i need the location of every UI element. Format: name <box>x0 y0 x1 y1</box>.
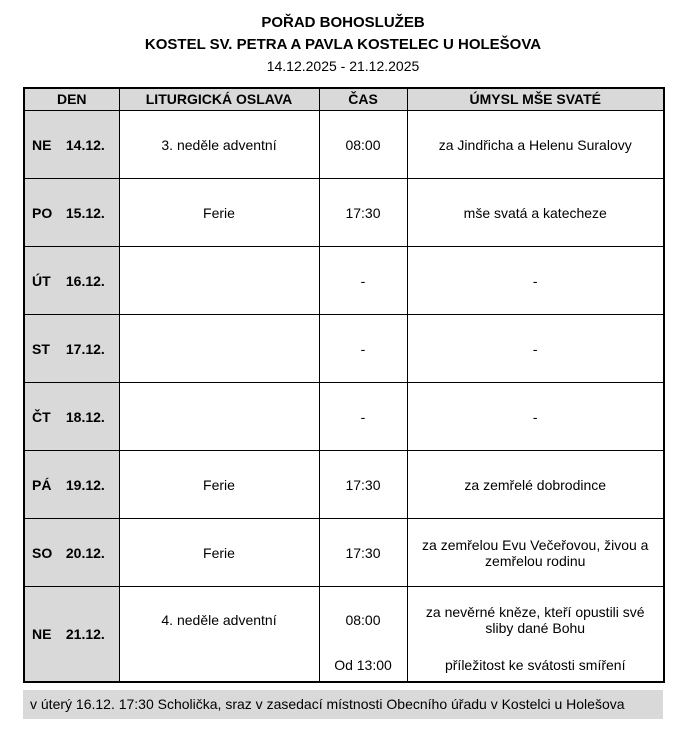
column-header-umysl: ÚMYSL MŠE SVATÉ <box>407 88 664 111</box>
day-cell <box>24 179 119 247</box>
footer-note: v úterý 16.12. 17:30 Scholička, sraz v zasedací místnosti Obecního úřadu v Kostelci u Holešova <box>23 690 663 719</box>
intention-cell: - <box>407 383 664 451</box>
celebration-cell: Ferie <box>119 451 319 519</box>
celebration-cell <box>119 383 319 451</box>
table-row <box>24 519 664 587</box>
table-row <box>24 587 664 682</box>
date-range: 14.12.2025 - 21.12.2025 <box>266 57 420 74</box>
celebration-cell: 3. neděle adventní <box>119 111 319 179</box>
day-cell <box>24 587 119 682</box>
intention-first: za nevěrné kněze, kteří opustili své sliby dané Bohu <box>425 604 645 637</box>
day-abbr: ČT <box>32 408 51 425</box>
celebration-cell <box>119 315 319 383</box>
time-second: Od 13:00 <box>334 656 392 673</box>
time-cell: 17:30 <box>319 519 407 587</box>
day-date: 16.12. <box>65 272 105 289</box>
intention-cell: - <box>407 247 664 315</box>
day-date: 14.12. <box>65 136 105 153</box>
table-row <box>24 315 664 383</box>
celebration-cell: Ferie <box>119 519 319 587</box>
table-row <box>24 111 664 179</box>
day-date: 21.12. <box>65 625 105 642</box>
time-cell: 17:30 <box>319 451 407 519</box>
intention-cell: za zemřelé dobrodince <box>407 451 664 519</box>
celebration-cell: Ferie <box>119 179 319 247</box>
day-abbr: SO <box>32 544 53 561</box>
day-cell <box>24 111 119 179</box>
day-abbr: PÁ <box>32 476 52 493</box>
day-date: 17.12. <box>65 340 105 357</box>
page-title: POŘAD BOHOSLUŽEB <box>261 14 425 31</box>
column-header-liturgicka-oslava: LITURGICKÁ OSLAVA <box>119 88 319 111</box>
celebration-cell <box>119 587 319 682</box>
day-abbr: PO <box>32 204 53 221</box>
intention-cell: za zemřelou Evu Večeřovou, živou a zemřelou rodinu <box>407 519 664 587</box>
header-row <box>24 88 664 111</box>
title-block <box>23 12 663 74</box>
celebration-empty <box>123 651 316 678</box>
celebration-text: 4. neděle adventní <box>161 612 277 629</box>
day-date: 18.12. <box>65 408 105 425</box>
time-cell: 08:00 <box>319 111 407 179</box>
day-cell <box>24 383 119 451</box>
column-header-cas: ČAS <box>319 88 407 111</box>
day-abbr: ÚT <box>32 272 51 289</box>
table-row <box>24 179 664 247</box>
table-row <box>24 383 664 451</box>
day-cell <box>24 451 119 519</box>
day-date: 19.12. <box>65 476 105 493</box>
day-cell <box>24 247 119 315</box>
time-first: 08:00 <box>345 612 381 629</box>
table-row <box>24 451 664 519</box>
celebration-cell <box>119 247 319 315</box>
day-abbr: NE <box>32 136 52 153</box>
time-cell: 17:30 <box>319 179 407 247</box>
time-cell <box>319 587 407 682</box>
time-cell: - <box>319 383 407 451</box>
intention-second: příležitost ke svátosti smíření <box>444 656 626 673</box>
column-header-den: DEN <box>24 88 119 111</box>
intention-cell: za Jindřicha a Helenu Suralovy <box>407 111 664 179</box>
table-row <box>24 247 664 315</box>
intention-cell <box>407 587 664 682</box>
day-abbr: ST <box>32 340 50 357</box>
day-cell <box>24 519 119 587</box>
day-abbr: NE <box>32 625 52 642</box>
day-date: 15.12. <box>65 204 105 221</box>
time-cell: - <box>319 315 407 383</box>
schedule-table <box>23 87 665 683</box>
intention-cell: mše svatá a katecheze <box>407 179 664 247</box>
day-cell <box>24 315 119 383</box>
page-subtitle: KOSTEL SV. PETRA A PAVLA KOSTELEC U HOLEŠOVA <box>144 35 542 53</box>
intention-cell: - <box>407 315 664 383</box>
time-cell: - <box>319 247 407 315</box>
day-date: 20.12. <box>65 544 105 561</box>
